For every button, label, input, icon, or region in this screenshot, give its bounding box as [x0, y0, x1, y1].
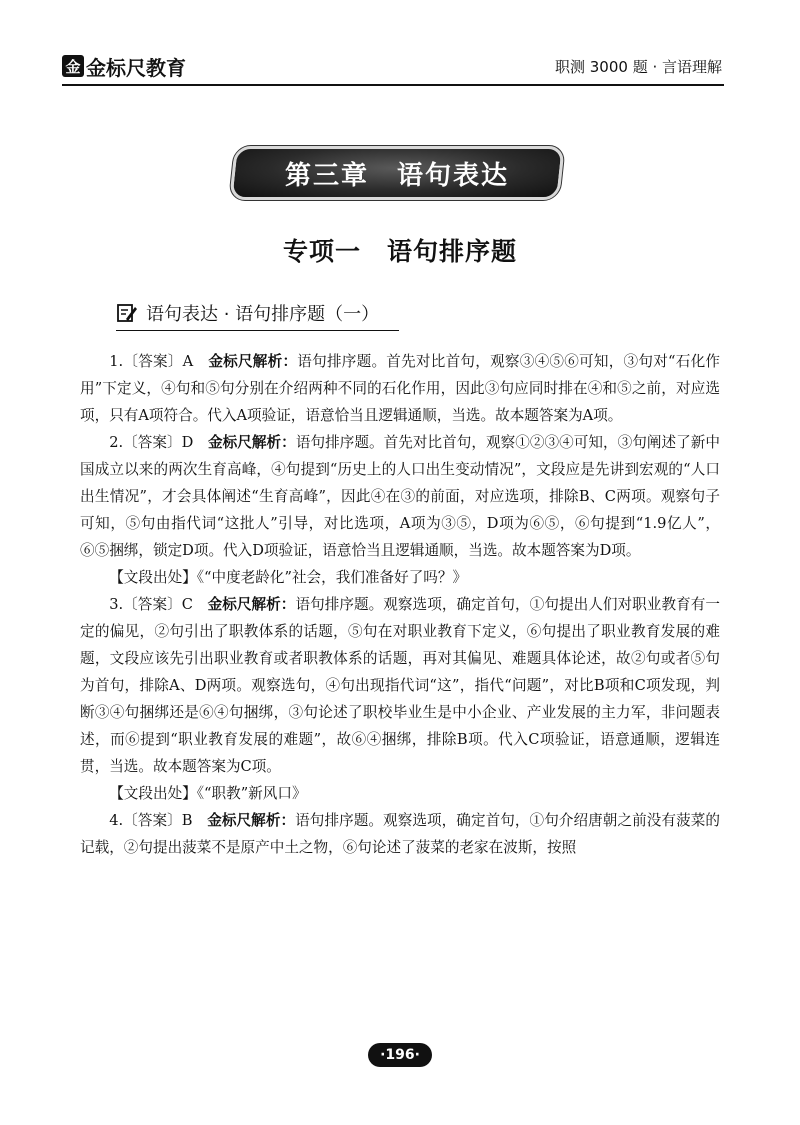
answer-label: 〔答案〕D: [123, 434, 194, 451]
source-line: [80, 564, 720, 591]
section-title: 专项一 语句排序题: [282, 237, 517, 266]
subsection-underline: [116, 330, 399, 331]
answer-label: 〔答案〕A: [123, 353, 194, 370]
answer-item: [80, 807, 720, 861]
logo-icon: 金: [62, 55, 84, 77]
answer-label: 〔答案〕C: [123, 596, 193, 613]
analysis-label: 金标尺解析：: [208, 434, 296, 451]
chapter-title: 第三章 语句表达: [284, 160, 509, 191]
subsection-title: 语句表达 · 语句排序题（一）: [146, 304, 380, 325]
item-number: 1.: [109, 353, 124, 370]
analysis-text: 语句排序题。观察选项，确定首句，①句介绍唐朝之前没有菠菜的记载，②句提出菠菜不是原产中土之物，⑥句论述了菠菜的老家在波斯，按照: [80, 812, 720, 856]
answer-label: 〔答案〕B: [123, 812, 193, 829]
page-header: [62, 48, 722, 82]
answer-item: [80, 348, 720, 429]
page-number: ·196·: [368, 1043, 432, 1067]
subsection-heading: [116, 298, 379, 328]
publisher-logo: [62, 54, 186, 78]
answer-item: [80, 429, 720, 564]
logo-text: 金标尺教育: [86, 55, 186, 80]
item-number: 2.: [109, 434, 124, 451]
answer-body: [80, 348, 720, 861]
header-divider: [62, 84, 724, 86]
source-text: 《“职教”新风口》: [196, 785, 307, 802]
item-number: 4.: [109, 812, 124, 829]
source-line: [80, 780, 720, 807]
book-title: 职测 3000 题 · 言语理解: [554, 58, 722, 76]
analysis-label: 金标尺解析：: [207, 596, 296, 613]
source-text: 《“中度老龄化”社会，我们准备好了吗？》: [196, 569, 468, 586]
edit-icon: [116, 302, 138, 324]
source-label: 【文段出处】: [109, 569, 197, 586]
analysis-label: 金标尺解析：: [207, 812, 296, 829]
analysis-text: 语句排序题。首先对比首句，观察③④⑤⑥可知，③句对“石化作用”下定义，④句和⑤句分别在介绍两种不同的石化作用，因此③句应同时排在④和⑤之前，对应选项，只有A项符合。代入A项验证，语意恰当且逻辑通顺，当选。故本题答案为A项。: [80, 353, 720, 424]
analysis-text: 语句排序题。首先对比首句，观察①②③④可知，③句阐述了新中国成立以来的两次生育高峰，④句提到“历史上的人口出生变动情况”，文段应是先讲到宏观的“人口出生情况”，才会具体阐述“生育高峰”，因此④在③的前面，对应选项，排除B、C两项。观察句子可知，⑤句由指代词“这批人”引导，对比选项，A项为③⑤，D项为⑥⑤，⑥句提到“1.9亿人”，⑥⑤捆绑，锁定D项。代入D项验证，语意恰当且逻辑通顺，当选。故本题答案为D项。: [80, 434, 720, 559]
chapter-banner: [229, 146, 565, 200]
analysis-label: 金标尺解析：: [208, 353, 298, 370]
item-number: 3.: [109, 596, 124, 613]
answer-item: [80, 591, 720, 780]
source-label: 【文段出处】: [109, 785, 197, 802]
analysis-text: 语句排序题。观察选项，确定首句，①句提出人们对职业教育有一定的偏见，②句引出了职教体系的话题，⑤句在对职业教育下定义，⑥句提出了职业教育发展的难题，文段应该先引出职业教育或者职教体系的话题，再对其偏见、难题具体论述，故②句或者⑤句为首句，排除A、D两项。观察选句，④句出现指代词“这”，指代“问题”，对比B项和C项发现，判断③④句捆绑还是⑥④句捆绑，③句论述了职校毕业生是中小企业、产业发展的主力军，非问题表述，而⑥提到“职业教育发展的难题”，故⑥④捆绑，排除B项。代入C项验证，语意通顺，逻辑连贯，当选。故本题答案为C项。: [80, 596, 720, 775]
